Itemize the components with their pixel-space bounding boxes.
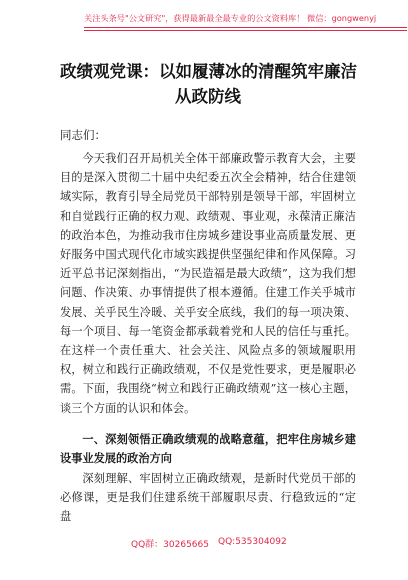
document-title: 政绩观党课：以如履薄冰的清醒筑牢廉洁 <box>60 62 357 81</box>
footer-qq: QQ:535304092 <box>218 537 287 547</box>
header-rule <box>84 30 407 31</box>
header-banner: 关注头条号"公文研究"，获得最新最全最专业的公文资料库！ 微信：gongwenyj <box>84 13 377 23</box>
body-paragraph: 今天我们召开局机关全体干部廉政警示教育大会，主要目的是深入贯彻二十届中央纪委五次全会精神，结合住建领域实际，教育引导全局党员干部特别是领导干部，牢固树立和自觉践行正确的权力观、政绩观、事业观，永葆清正廉洁的政治本色，为推动我市住房城乡建设事业高质量发展、更好服务中国式现代化市域实践提供坚强纪律和作风保障。习近平总书记深刻指出，“为民造福是最大政绩”，这为我们想问题、作决策、办事情提供了根本遵循。住建工作关乎城市发展、关乎民生冷暖、关乎安全底线，我们的每一项决策、每一个项目、每一笔资金都承载着党和人民的信任与重托。在这样一个责任重大、社会关注、风险点多的领域履职用权，树立和践行正确政绩观，不仅是党性要求，更是履职必需。下面，我围绕“树立和践行正确政绩观”这一核心主题，谈三个方面的认识和体会。 <box>60 152 356 415</box>
section-heading: 一、深刻领悟正确政绩观的战略意蕴，把牢住房城乡建设事业发展的政治方向 <box>60 433 356 466</box>
footer-qq-group: QQ群：30265665 <box>131 540 209 550</box>
body-paragraph: 深刻理解、牢固树立正确政绩观，是新时代党员干部的必修课，更是我们住建系统干部履职尽责、行稳致远的“定盘 <box>60 472 356 524</box>
salutation: 同志们： <box>60 128 106 142</box>
header-rule <box>84 27 407 28</box>
document-title: 从政防线 <box>175 87 241 106</box>
